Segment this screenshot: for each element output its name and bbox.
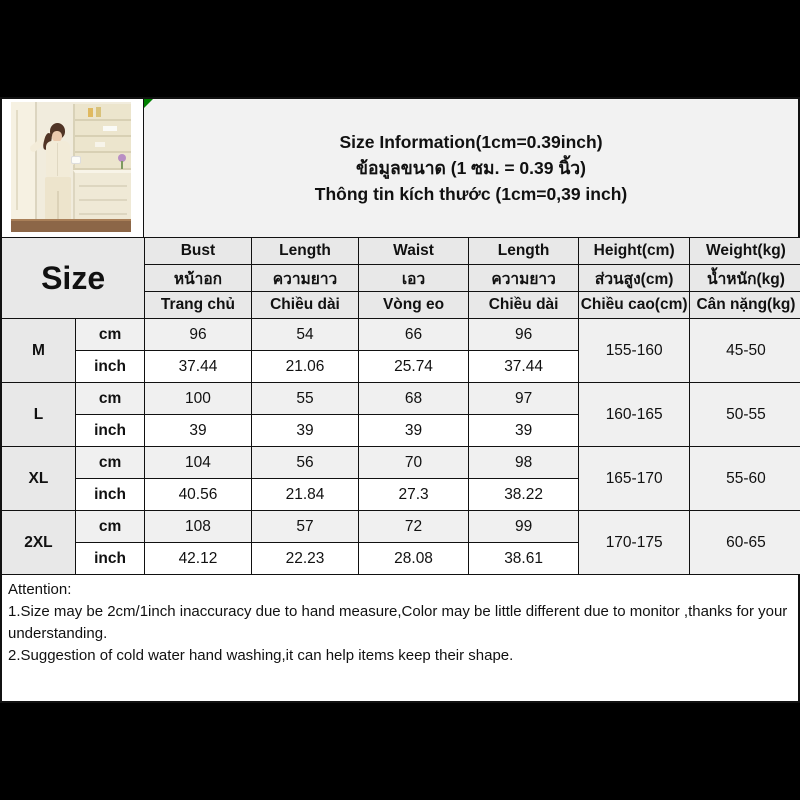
letterbox-top xyxy=(0,0,800,97)
unit-cm: cm xyxy=(75,383,144,415)
value-cell: 100 xyxy=(145,383,252,415)
col-header-height-en: Height(cm) xyxy=(579,238,690,265)
value-cell: 96 xyxy=(145,319,252,351)
size-chart-panel xyxy=(0,97,800,703)
col-header-waist-th: เอว xyxy=(359,265,469,292)
photo-candle xyxy=(88,108,93,117)
size-label-2xl: 2XL xyxy=(2,511,75,575)
photo-flower-stem xyxy=(121,161,123,169)
unit-cm: cm xyxy=(75,447,144,479)
col-header-height-th: ส่วนสูง(cm) xyxy=(579,265,690,292)
height-range-xl: 165-170 xyxy=(579,447,690,511)
top-band xyxy=(2,99,798,237)
height-range-l: 160-165 xyxy=(579,383,690,447)
letterbox-bottom xyxy=(0,703,800,800)
row-m-cm xyxy=(2,319,800,351)
value-cell: 104 xyxy=(145,447,252,479)
weight-range-l: 50-55 xyxy=(689,383,800,447)
col-header-weight-en: Weight(kg) xyxy=(689,238,800,265)
value-cell: 42.12 xyxy=(145,543,252,575)
attention-section xyxy=(2,575,798,667)
col-header-waist-en: Waist xyxy=(359,238,469,265)
value-cell: 70 xyxy=(359,447,469,479)
unit-inch: inch xyxy=(75,543,144,575)
size-label-l: L xyxy=(2,383,75,447)
size-table xyxy=(2,237,800,575)
weight-range-xl: 55-60 xyxy=(689,447,800,511)
photo-candle xyxy=(96,107,101,117)
header-row-en xyxy=(2,238,800,265)
col-header-height-vi: Chiều cao(cm) xyxy=(579,292,690,319)
value-cell: 66 xyxy=(359,319,469,351)
value-cell: 25.74 xyxy=(359,351,469,383)
photo-woman-pants xyxy=(45,177,71,223)
photo-dishes xyxy=(95,142,105,147)
col-header-length2-vi: Chiều dài xyxy=(468,292,579,319)
photo-cabinet xyxy=(73,170,131,224)
col-header-length-vi: Chiều dài xyxy=(251,292,359,319)
value-cell: 37.44 xyxy=(468,351,579,383)
value-cell: 55 xyxy=(251,383,359,415)
attention-note-2: 2.Suggestion of cold water hand washing,it can help items keep their shape. xyxy=(8,647,514,664)
value-cell: 21.84 xyxy=(251,479,359,511)
value-cell: 57 xyxy=(251,511,359,543)
value-cell: 21.06 xyxy=(251,351,359,383)
title-thai: ข้อมูลขนาด (1 ซม. = 0.39 นิ้ว) xyxy=(356,158,586,178)
unit-cm: cm xyxy=(75,511,144,543)
value-cell: 28.08 xyxy=(359,543,469,575)
col-header-waist-vi: Vòng eo xyxy=(359,292,469,319)
photo-cell xyxy=(2,99,144,237)
attention-note-1: 1.Size may be 2cm/1inch inaccuracy due to hand measure,Color may be little different due to monitor ,thanks for your understanding. xyxy=(8,603,788,642)
value-cell: 98 xyxy=(468,447,579,479)
value-cell: 99 xyxy=(468,511,579,543)
col-header-bust-th: หน้าอก xyxy=(145,265,252,292)
size-label-m: M xyxy=(2,319,75,383)
unit-inch: inch xyxy=(75,479,144,511)
title-vietnamese: Thông tin kích thước (1cm=0,39 inch) xyxy=(314,184,628,204)
col-header-length2-th: ความยาว xyxy=(468,265,579,292)
height-range-m: 155-160 xyxy=(579,319,690,383)
title-cell xyxy=(144,99,798,237)
col-header-weight-th: น้ำหนัก(kg) xyxy=(689,265,800,292)
value-cell: 39 xyxy=(468,415,579,447)
value-cell: 38.61 xyxy=(468,543,579,575)
col-header-bust-en: Bust xyxy=(145,238,252,265)
product-photo xyxy=(11,102,131,232)
weight-range-2xl: 60-65 xyxy=(689,511,800,575)
unit-cm: cm xyxy=(75,319,144,351)
photo-dishes xyxy=(103,126,117,131)
photo-door xyxy=(11,102,37,221)
value-cell: 27.3 xyxy=(359,479,469,511)
height-range-2xl: 170-175 xyxy=(579,511,690,575)
value-cell: 39 xyxy=(251,415,359,447)
value-cell: 56 xyxy=(251,447,359,479)
value-cell: 40.56 xyxy=(145,479,252,511)
col-header-bust-vi: Trang chủ xyxy=(145,292,252,319)
weight-range-m: 45-50 xyxy=(689,319,800,383)
photo-floor xyxy=(11,219,131,232)
value-cell: 38.22 xyxy=(468,479,579,511)
row-xl-cm xyxy=(2,447,800,479)
value-cell: 54 xyxy=(251,319,359,351)
col-header-length-en: Length xyxy=(251,238,359,265)
unit-inch: inch xyxy=(75,415,144,447)
value-cell: 22.23 xyxy=(251,543,359,575)
unit-inch: inch xyxy=(75,351,144,383)
title-english: Size Information(1cm=0.39inch) xyxy=(339,132,603,152)
corner-size-label: Size xyxy=(2,238,145,319)
value-cell: 96 xyxy=(468,319,579,351)
col-header-weight-vi: Cân nặng(kg) xyxy=(689,292,800,319)
value-cell: 37.44 xyxy=(145,351,252,383)
attention-heading: Attention: xyxy=(8,581,72,598)
row-l-cm xyxy=(2,383,800,415)
col-header-length2-en: Length xyxy=(468,238,579,265)
value-cell: 39 xyxy=(145,415,252,447)
col-header-length-th: ความยาว xyxy=(251,265,359,292)
size-label-xl: XL xyxy=(2,447,75,511)
row-2xl-cm xyxy=(2,511,800,543)
value-cell: 108 xyxy=(145,511,252,543)
value-cell: 39 xyxy=(359,415,469,447)
photo-cup xyxy=(71,156,81,164)
value-cell: 97 xyxy=(468,383,579,415)
value-cell: 68 xyxy=(359,383,469,415)
green-triangle-icon xyxy=(144,99,153,108)
value-cell: 72 xyxy=(359,511,469,543)
